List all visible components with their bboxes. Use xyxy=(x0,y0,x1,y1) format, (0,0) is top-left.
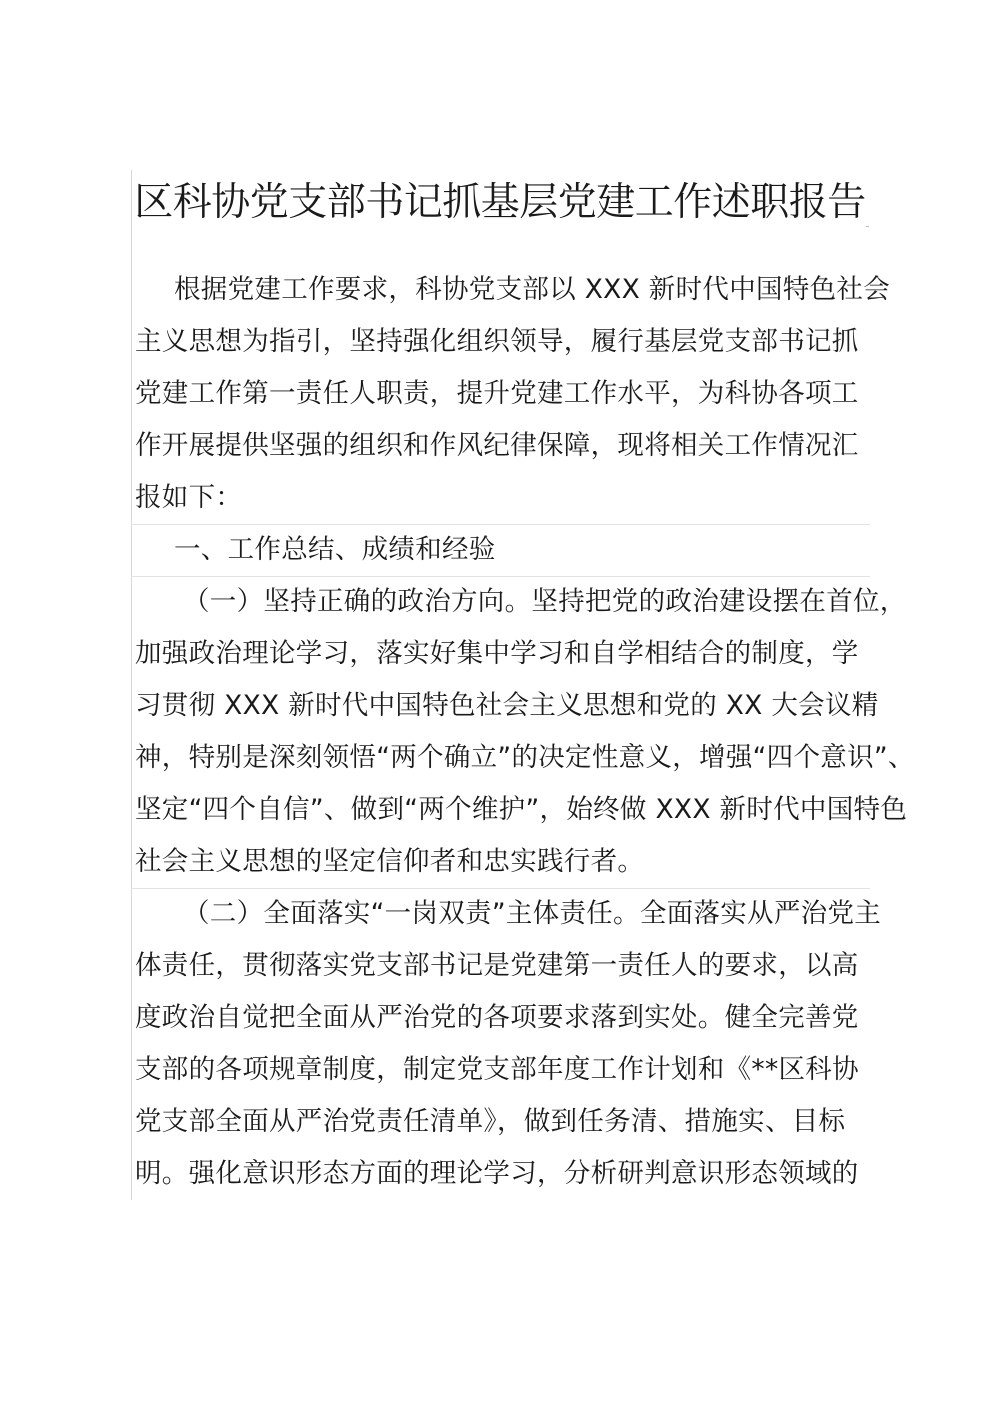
paragraph-line: 加强政治理论学习，落实好集中学习和自学相结合的制度，学 xyxy=(135,638,859,669)
document-title: 区科协党支部书记抓基层党建工作述职报告 xyxy=(134,180,866,225)
paragraph-line: 明。强化意识形态方面的理论学习，分析研判意识形态领域的 xyxy=(135,1158,859,1189)
intro-line: 根据党建工作要求，科协党支部以 XXX 新时代中国特色社会 xyxy=(174,274,891,305)
paragraph-line: 支部的各项规章制度，制定党支部年度工作计划和《**区科协 xyxy=(135,1054,859,1085)
section-heading-text: 一、工作总结、成绩和经验 xyxy=(174,534,496,565)
intro-line: 报如下： xyxy=(135,482,243,513)
intro-paragraph xyxy=(135,264,891,524)
paragraph-line: 习贯彻 XXX 新时代中国特色社会主义思想和党的 XX 大会议精 xyxy=(135,690,879,721)
paragraph-responsibility xyxy=(135,888,882,1200)
paragraph-political-direction xyxy=(135,576,915,888)
margin-rule xyxy=(131,170,132,1200)
title-mark xyxy=(866,226,869,227)
paragraph-line: 神，特别是深刻领悟“两个确立”的决定性意义，增强“四个意识”、 xyxy=(135,742,915,773)
paragraph-line: 党支部全面从严治党责任清单》，做到任务清、措施实、目标 xyxy=(135,1106,846,1137)
paragraph-line: 度政治自觉把全面从严治党的各项要求落到实处。健全完善党 xyxy=(135,1002,859,1033)
intro-line: 党建工作第一责任人职责，提升党建工作水平，为科协各项工 xyxy=(135,378,859,409)
paragraph-line: 坚定“四个自信”、做到“两个维护”，始终做 XXX 新时代中国特色 xyxy=(135,794,908,825)
paragraph-line: （二）全面落实“一岗双责”主体责任。全面落实从严治党主 xyxy=(183,898,882,929)
section-heading xyxy=(135,524,870,576)
intro-line: 主义思想为指引，坚持强化组织领导，履行基层党支部书记抓 xyxy=(135,326,859,357)
paragraph-line: 社会主义思想的坚定信仰者和忠实践行者。 xyxy=(135,846,645,877)
paragraph-line: 体责任，贯彻落实党支部书记是党建第一责任人的要求，以高 xyxy=(135,950,859,981)
paragraph-line: （一）坚持正确的政治方向。坚持把党的政治建设摆在首位， xyxy=(183,586,907,617)
intro-line: 作开展提供坚强的组织和作风纪律保障，现将相关工作情况汇 xyxy=(135,430,859,461)
